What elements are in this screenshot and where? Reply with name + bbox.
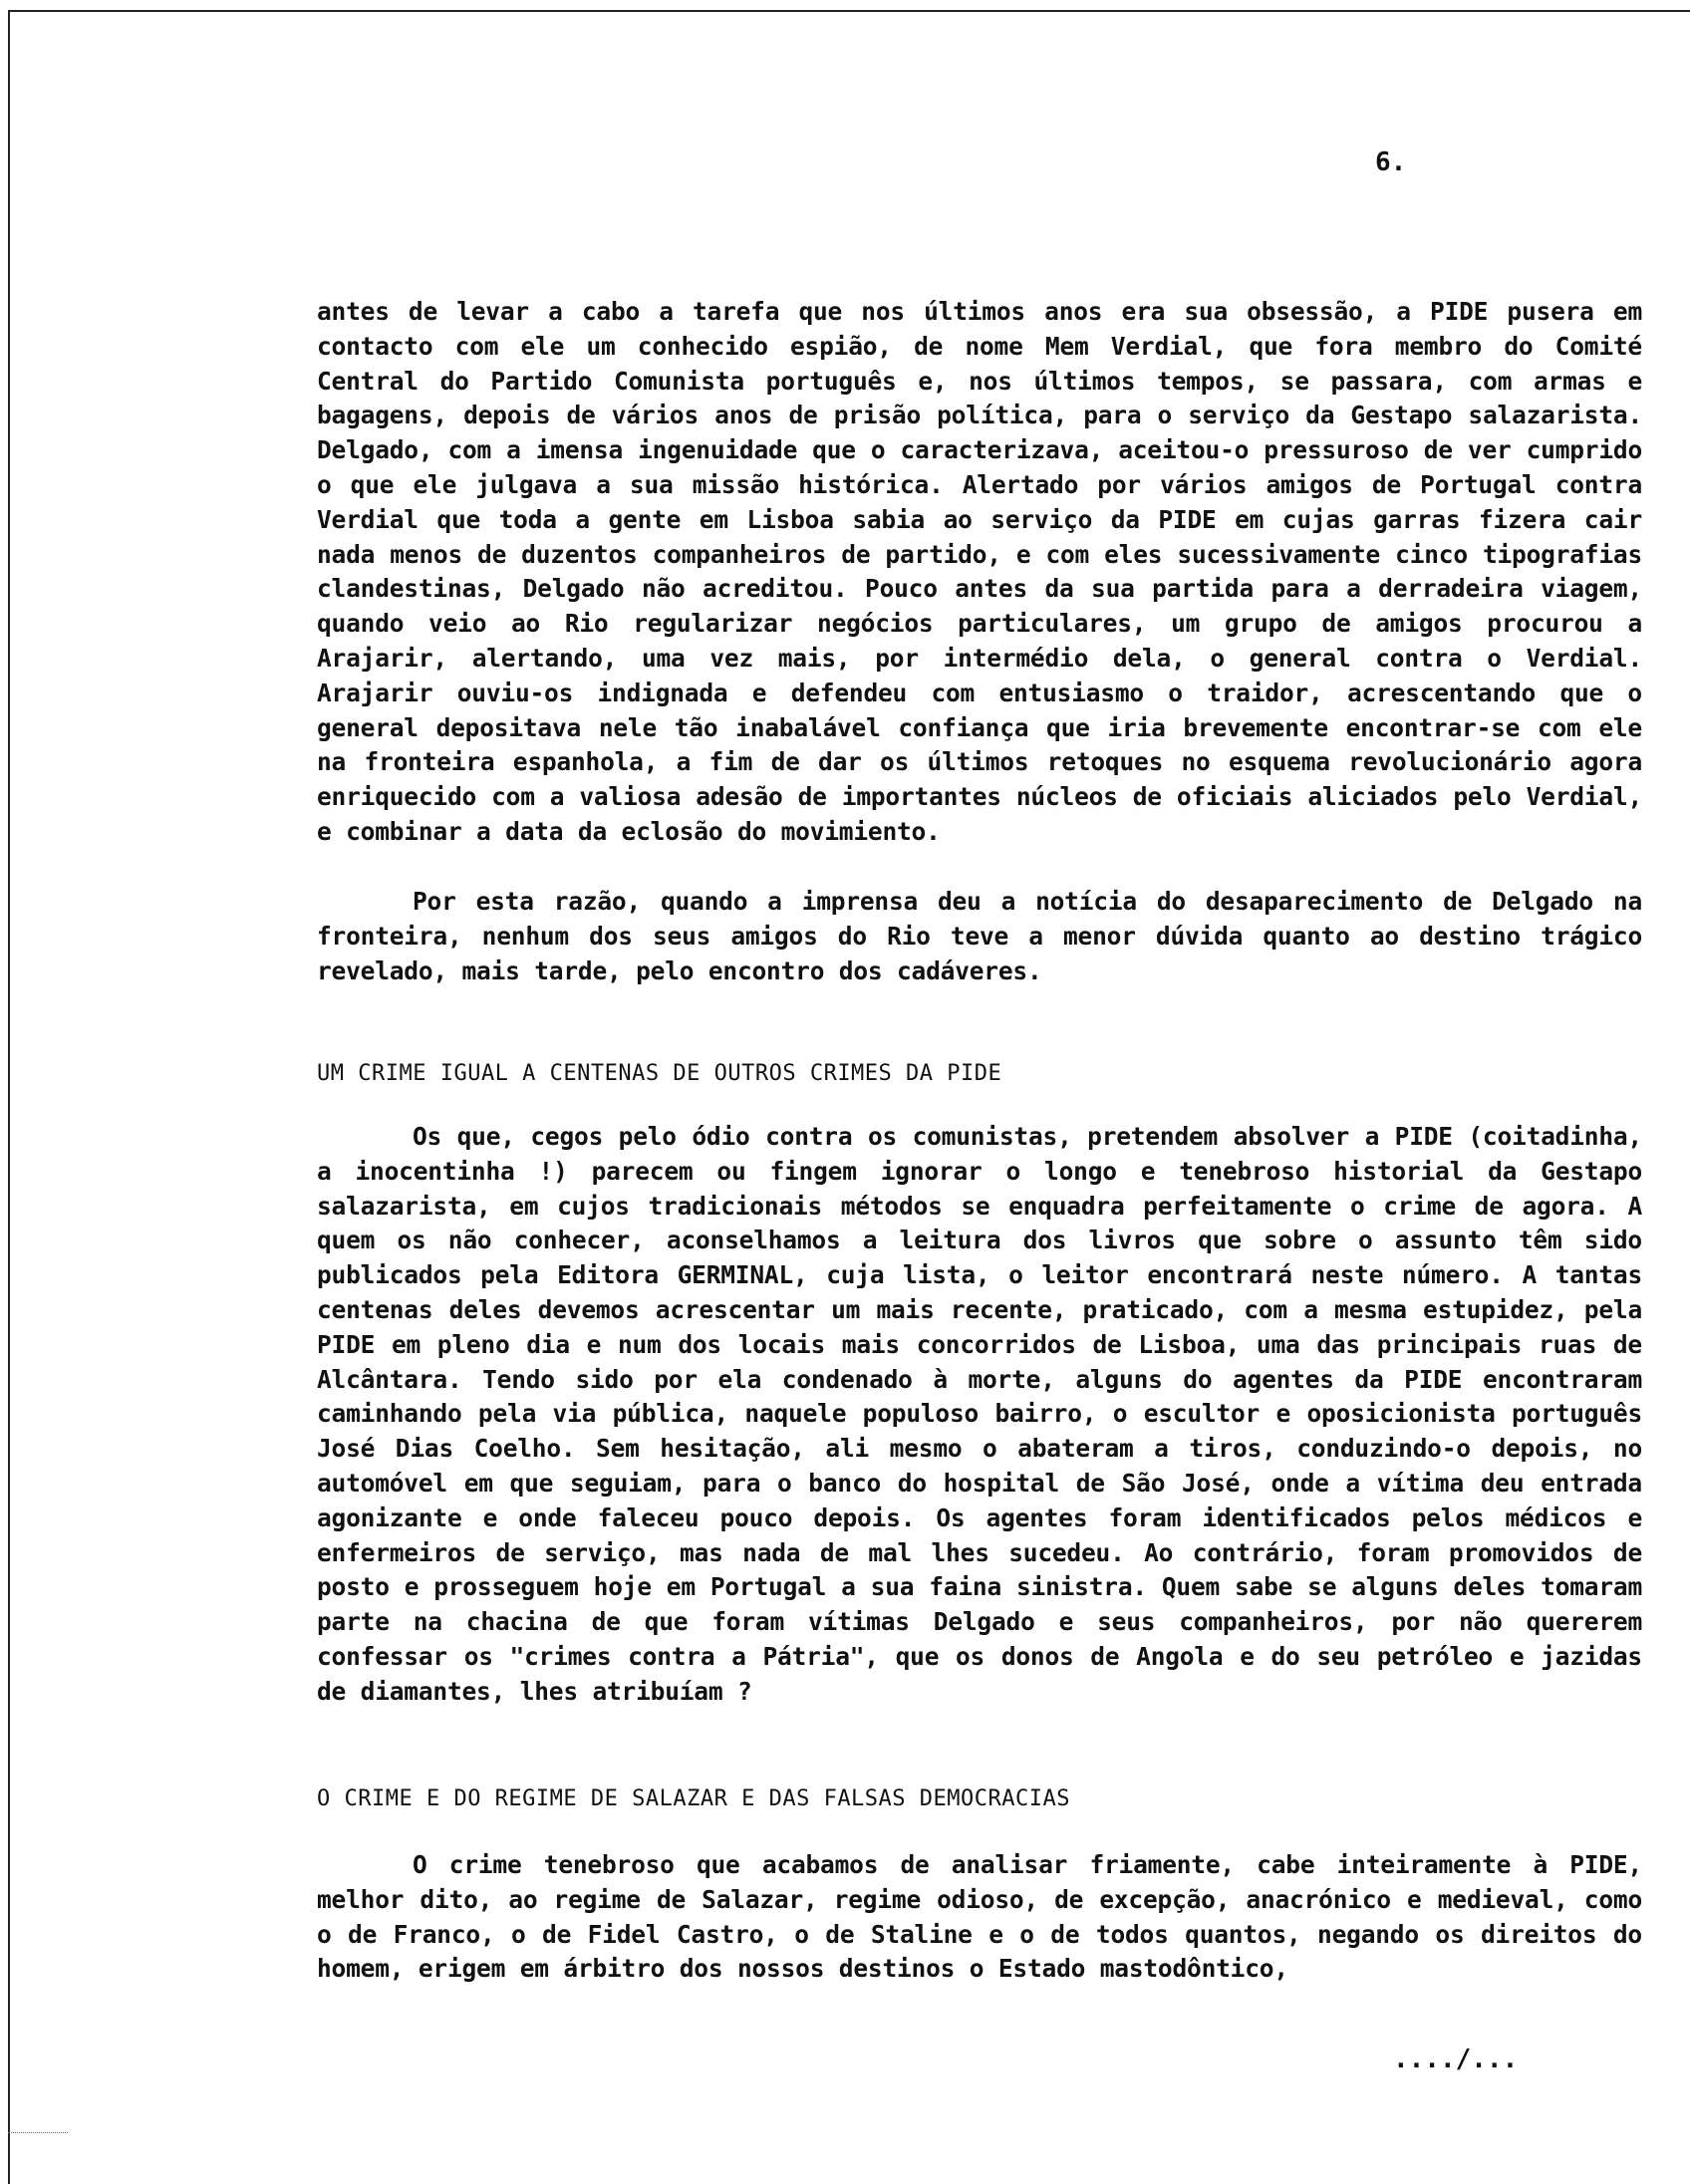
section-heading-crime-igual: UM CRIME IGUAL A CENTENAS DE OUTROS CRIMES DA PIDE bbox=[317, 1061, 1002, 1086]
paragraph-delgado-verdial: antes de levar a cabo a tarefa que nos últimos anos era sua obsessão, a PIDE pusera em contacto com ele um conhecido espião, de nome Mem Verdial, que fora membro do Comité Central do Partido Comunista português e, nos últimos tempos, se passara, com armas e bagagens, depois de vários anos de prisão política, para o serviço da Gestapo salazarista. Delgado, com a imensa ingenuidade que o caracterizava, aceitou-o pressuroso de ver cumprido o que ele julgava a sua missão histórica. Alertado por vários amigos de Portugal contra Verdial que toda a gente em Lisboa sabia ao serviço da PIDE em cujas garras fizera cair nada menos de duzentos companheiros de partido, e com eles sucessivamente cinco tipografias clandestinas, Delgado não acreditou. Pouco antes da sua partida para a derradeira viagem, quando veio ao Rio regularizar negócios particulares, um grupo de amigos procurou a Arajarir, alertando, uma vez mais, por intermédio dela, o general contra o Verdial. Arajarir ouviu-os indignada e defendeu com entusiasmo o traidor, acrescentando que o general depositava nele tão inabalável confiança que iria brevemente encontrar-se com ele na fronteira espanhola, a fim de dar os últimos retoques no esquema revolucionário agora enriquecido com a valiosa adesão de importantes núcleos de oficiais aliciados pelo Verdial, e combinar a data da eclosão do movimiento. bbox=[317, 297, 1642, 846]
page-border-left bbox=[8, 10, 10, 2184]
margin-dotted-mark bbox=[8, 2132, 68, 2133]
continuation-mark: ..../... bbox=[1393, 2045, 1519, 2074]
paragraph-regime-salazar: O crime tenebroso que acabamos de analisar friamente, cabe inteiramente à PIDE, melhor dito, ao regime de Salazar, regime odioso, de excepção, anacrónico e medieval, como o de Franco, o de Fidel Castro, o de Staline e o de todos quantos, negando os direitos do homem, erigem em árbitro dos nossos destinos o Estado mastodôntico, bbox=[317, 1850, 1642, 1984]
paragraph-pide-crimes: Os que, cegos pelo ódio contra os comunistas, pretendem absolver a PIDE (coitadinha, a inocentinha !) parecem ou fingem ignorar o longo e tenebroso historial da Gestapo salazarista, em cujos tradicionais métodos se enquadra perfeitamente o crime de agora. A quem os não conhecer, aconselhamos a leitura dos livros que sobre o assunto têm sido publicados pela Editora GERMINAL, cuja lista, o leitor encontrará neste número. A tantas centenas deles devemos acrescentar um mais recente, praticado, com a mesma estupidez, pela PIDE em pleno dia e num dos locais mais concorridos de Lisboa, uma das principais ruas de Alcântara. Tendo sido por ela condenado à morte, alguns do agentes da PIDE encontraram caminhando pela via pública, naquele populoso bairro, o escultor e oposicionista português José Dias Coelho. Sem hesitação, ali mesmo o abateram a tiros, conduzindo-o depois, no automóvel em que seguiam, para o banco do hospital de São José, onde a vítima deu entrada agonizante e onde faleceu pouco depois. Os agentes foram identificados pelos médicos e enfermeiros de serviço, mas nada de mal lhes sucedeu. Ao contrário, foram promovidos de posto e prosseguem hoje em Portugal a sua faina sinistra. Quem sabe se alguns deles tomaram parte na chacina de que foram vítimas Delgado e seus companheiros, por não quererem confessar os "crimes contra a Pátria", que os donos de Angola e do seu petróleo e jazidas de diamantes, lhes atribuíam ? bbox=[317, 1122, 1642, 1706]
paragraph-disappearance: Por esta razão, quando a imprensa deu a notícia do desaparecimento de Delgado na fronteira, nenhum dos seus amigos do Rio teve a menor dúvida quanto ao destino trágico revelado, mais tarde, pelo encontro dos cadáveres. bbox=[317, 887, 1642, 985]
page-number: 6. bbox=[1375, 147, 1407, 177]
page-border-top bbox=[8, 10, 1690, 12]
section-heading-regime-salazar: O CRIME E DO REGIME DE SALAZAR E DAS FALSAS DEMOCRACIAS bbox=[317, 1786, 1070, 1811]
